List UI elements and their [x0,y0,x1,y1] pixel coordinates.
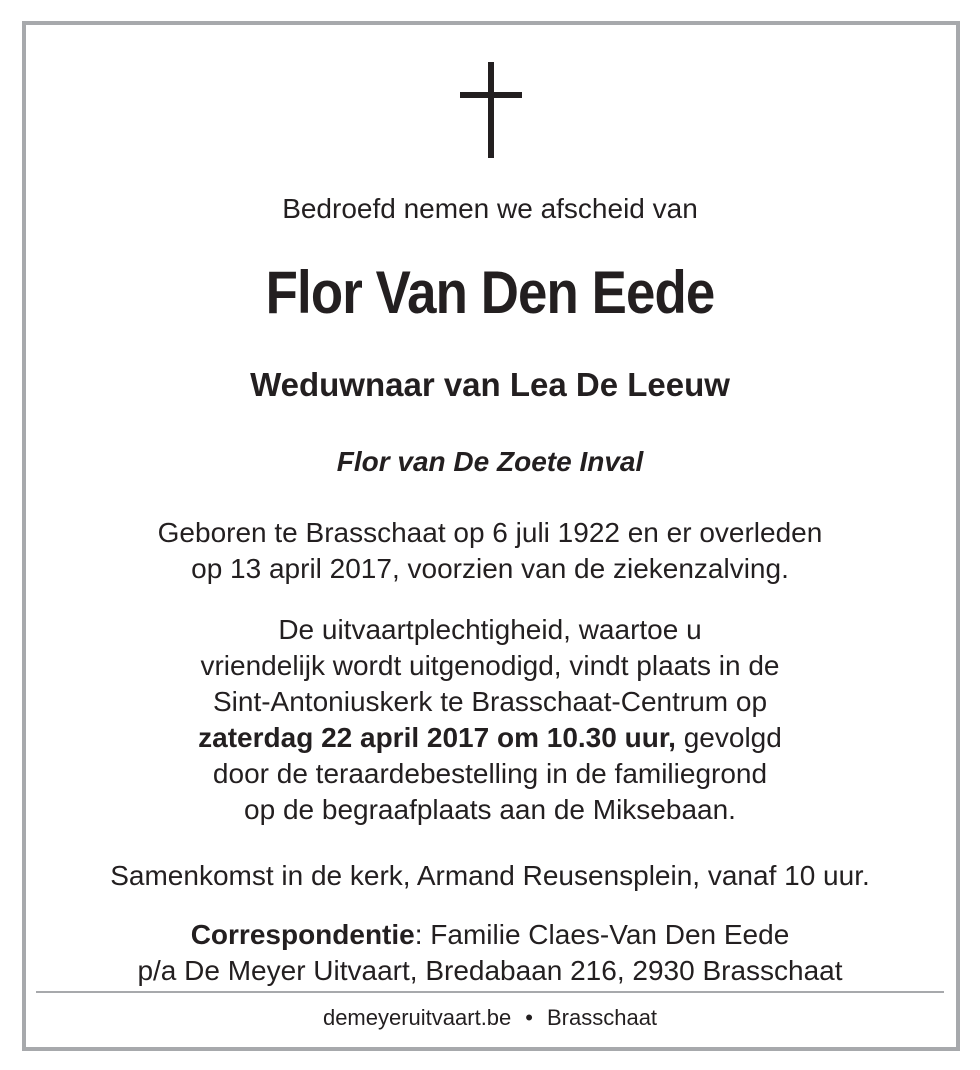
funeral-line: De uitvaartplechtigheid, waartoe u [278,614,702,645]
funeral-line: op de begraafplaats aan de Miksebaan. [244,794,736,825]
funeral-date-rest: gevolgd [675,722,782,753]
correspondence-family: : Familie Claes-Van Den Eede [414,919,790,950]
funeral-date: zaterdag 22 april 2017 om 10.30 uur, [198,722,676,753]
funeral-line: vriendelijk wordt uitgenodigd, vindt plaats in de [200,650,780,681]
deceased-name: Flor Van Den Eede [265,259,715,326]
death-line: op 13 april 2017, voorzien van de ziekenzalving. [191,553,789,584]
funeral-line: door de teraardebestelling in de familiegrond [212,758,768,789]
correspondence-label: Correspondentie [190,919,415,950]
intro-text: Bedroefd nemen we afscheid van [282,193,698,224]
footer-divider [36,991,944,993]
correspondence-line [0,917,980,953]
birth-death-paragraph [0,515,980,587]
footer-location: Brasschaat [546,1005,658,1030]
funeral-line: Sint-Antoniuskerk te Brasschaat-Centrum op [212,686,768,717]
funeral-paragraph [0,612,980,828]
footer [0,1005,980,1031]
correspondence-block [0,917,980,989]
gathering-line: Samenkomst in de kerk, Armand Reusensplein, vanaf 10 uur. [110,860,870,891]
widower-line: Weduwnaar van Lea De Leeuw [250,366,730,403]
correspondence-address: p/a De Meyer Uitvaart, Bredabaan 216, 2930 Brasschaat [137,955,843,986]
nickname-line: Flor van De Zoete Inval [336,446,644,477]
bullet-separator: • [525,1005,533,1030]
funeral-date-line [0,720,980,756]
cross-icon [460,62,522,158]
birth-line: Geboren te Brasschaat op 6 juli 1922 en er overleden [157,517,823,548]
website-link[interactable]: demeyeruitvaart.be [322,1005,512,1030]
